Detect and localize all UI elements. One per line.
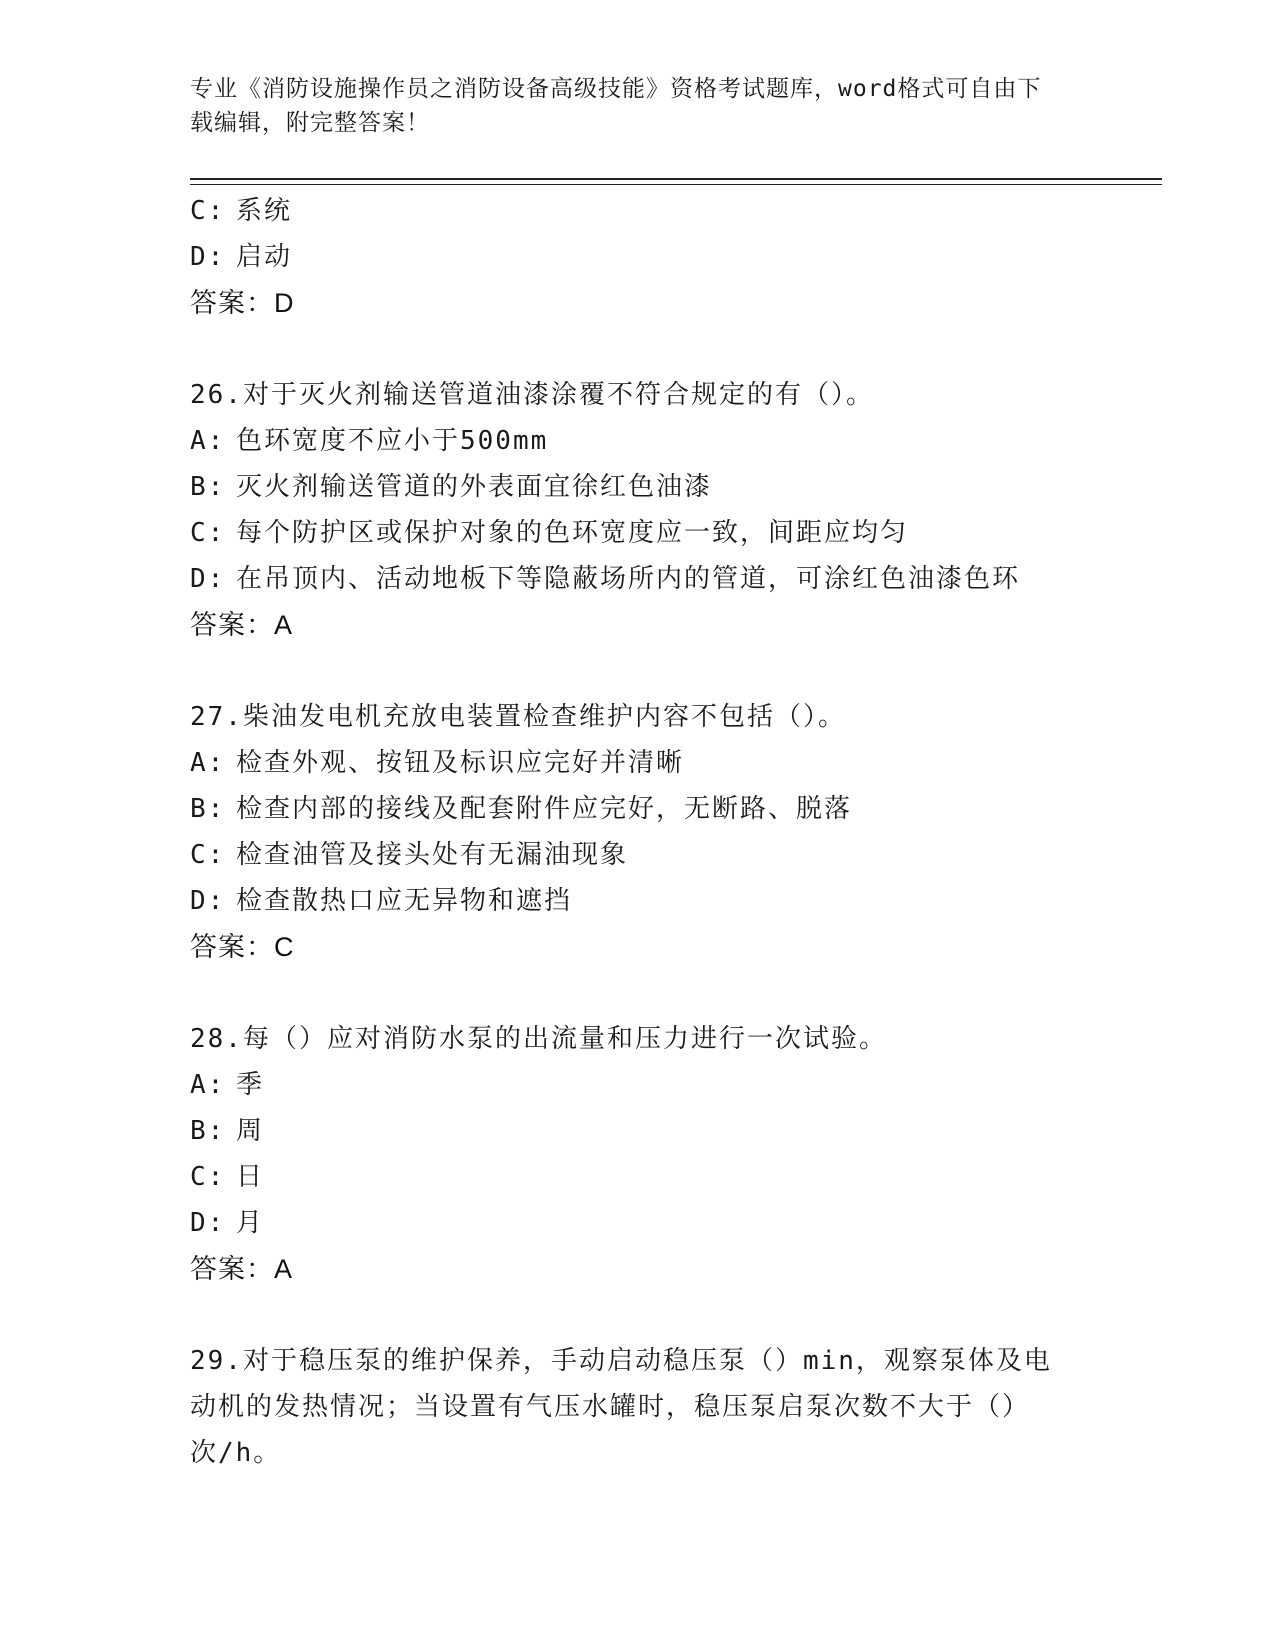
option-letter: D:	[190, 1208, 226, 1238]
option-text: 检查油管及接头处有无漏油现象	[236, 840, 629, 870]
option-text: 季	[236, 1070, 265, 1100]
option-text: 日	[236, 1162, 265, 1192]
option-b	[190, 464, 1162, 510]
question-stem-line-1: 29.对于稳压泵的维护保养，手动启动稳压泵（）min，观察泵体及电	[190, 1346, 1052, 1376]
option-text: 每个防护区或保护对象的色环宽度应一致，间距应均匀	[236, 518, 909, 548]
option-text: 启动	[236, 242, 293, 272]
option-c	[190, 832, 1162, 878]
option-letter: B:	[190, 1116, 226, 1146]
option-d	[190, 556, 1162, 602]
answer-line: 答案：C	[190, 932, 295, 962]
option-b	[190, 1108, 1162, 1154]
option-d	[190, 234, 1162, 280]
question-content	[190, 188, 1162, 1476]
answer-line: 答案：D	[190, 288, 295, 318]
question-stem: 27.柴油发电机充放电装置检查维护内容不包括（）。	[190, 702, 846, 732]
option-letter: D:	[190, 564, 226, 594]
question-stem-line-3: 次/h。	[190, 1438, 282, 1468]
option-letter: A:	[190, 1070, 226, 1100]
question-29	[190, 1338, 1162, 1476]
option-letter: D:	[190, 886, 226, 916]
option-c	[190, 1154, 1162, 1200]
option-d	[190, 1200, 1162, 1246]
header-line-2: 载编辑，附完整答案！	[190, 110, 430, 136]
option-c	[190, 188, 1162, 234]
option-d	[190, 878, 1162, 924]
question-25-continuation	[190, 188, 1162, 326]
question-27	[190, 694, 1162, 970]
option-a	[190, 418, 1162, 464]
option-text: 检查外观、按钮及标识应完好并清晰	[236, 748, 685, 778]
question-stem: 28.每（）应对消防水泵的出流量和压力进行一次试验。	[190, 1024, 887, 1054]
header-line-1: 专业《消防设施操作员之消防设备高级技能》资格考试题库，word格式可自由下	[190, 76, 1042, 102]
option-letter: B:	[190, 794, 226, 824]
option-letter: C:	[190, 840, 226, 870]
question-26	[190, 372, 1162, 648]
option-text: 灭火剂输送管道的外表面宜徐红色油漆	[236, 472, 713, 502]
option-letter: C:	[190, 196, 226, 226]
page-header	[190, 72, 1090, 140]
header-divider	[190, 178, 1162, 185]
option-a	[190, 1062, 1162, 1108]
option-c	[190, 510, 1162, 556]
option-text: 色环宽度不应小于500mm	[236, 426, 549, 456]
answer-line: 答案：A	[190, 610, 294, 640]
option-letter: B:	[190, 472, 226, 502]
question-stem: 26.对于灭火剂输送管道油漆涂覆不符合规定的有（）。	[190, 380, 874, 410]
option-text: 在吊顶内、活动地板下等隐蔽场所内的管道，可涂红色油漆色环	[236, 564, 1021, 594]
option-a	[190, 740, 1162, 786]
option-letter: A:	[190, 748, 226, 778]
option-letter: C:	[190, 518, 226, 548]
option-text: 周	[236, 1116, 265, 1146]
option-letter: D:	[190, 242, 226, 272]
question-28	[190, 1016, 1162, 1292]
option-letter: C:	[190, 1162, 226, 1192]
option-text: 系统	[236, 196, 293, 226]
answer-line: 答案：A	[190, 1254, 294, 1284]
option-b	[190, 786, 1162, 832]
option-text: 检查散热口应无异物和遮挡	[236, 886, 573, 916]
option-text: 月	[236, 1208, 265, 1238]
option-text: 检查内部的接线及配套附件应完好，无断路、脱落	[236, 794, 853, 824]
option-letter: A:	[190, 426, 226, 456]
question-stem-line-2: 动机的发热情况；当设置有气压水罐时，稳压泵启泵次数不大于（）	[190, 1392, 1031, 1422]
